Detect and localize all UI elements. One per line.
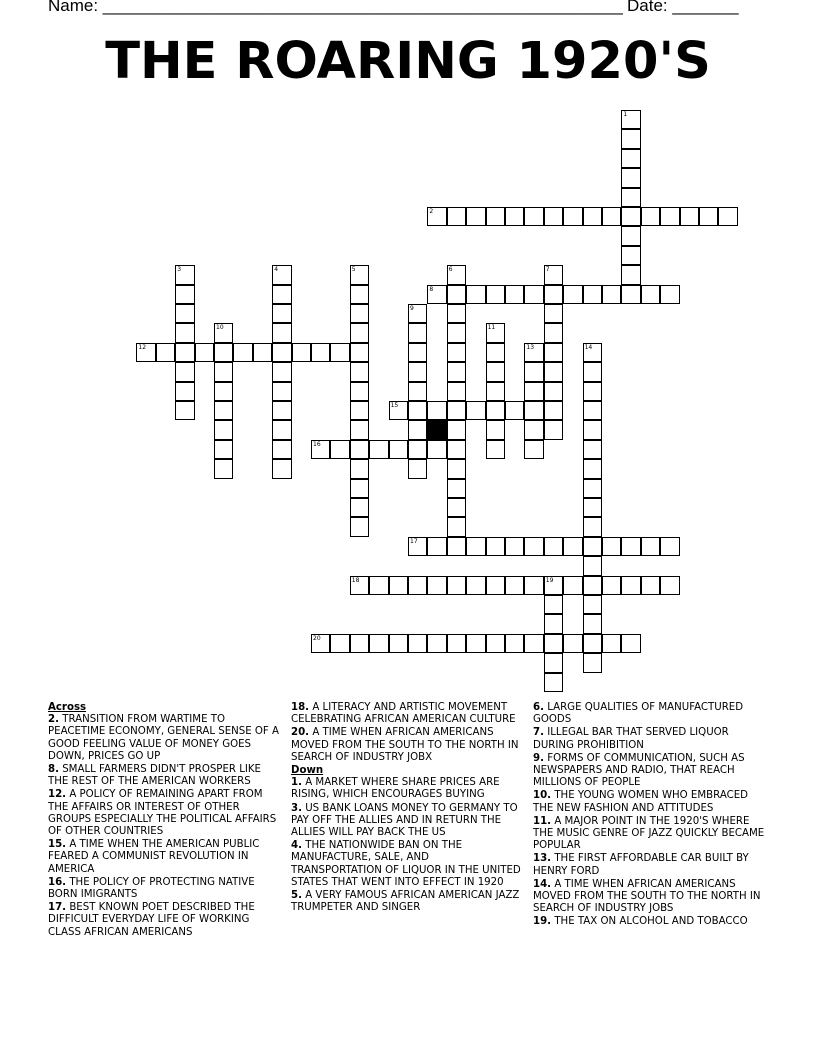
grid-cell[interactable]: [602, 576, 621, 595]
grid-cell[interactable]: [350, 265, 369, 284]
grid-cell[interactable]: [272, 420, 291, 439]
grid-cell[interactable]: [583, 614, 602, 633]
clue-down-7: 7. ILLEGAL BAR THAT SERVED LIQUOR DURING PROHIBITION: [533, 727, 729, 751]
grid-cell[interactable]: [272, 285, 291, 304]
clue-across-16: 16. THE POLICY OF PROTECTING NATIVE BORN IMIGRANTS: [48, 876, 255, 901]
clue-number: 16: [313, 440, 321, 448]
grid-cell[interactable]: [408, 323, 427, 342]
grid-cell[interactable]: [447, 479, 466, 498]
grid-cell[interactable]: [272, 362, 291, 381]
grid-cell[interactable]: [427, 401, 446, 420]
grid-cell[interactable]: [505, 285, 524, 304]
grid-cell[interactable]: [621, 110, 640, 129]
grid-cell[interactable]: [369, 440, 388, 459]
clue-down-5: 5. A VERY FAMOUS AFRICAN AMERICAN JAZZ TRUMPETER AND SINGER: [291, 890, 520, 914]
grid-cell[interactable]: [214, 343, 233, 362]
grid-cell[interactable]: [214, 382, 233, 401]
grid-cell[interactable]: [486, 401, 505, 420]
grid-cell[interactable]: [447, 401, 466, 420]
grid-cell[interactable]: [621, 285, 640, 304]
grid-cell[interactable]: [272, 440, 291, 459]
clue-across-17: 17. BEST KNOWN POET DESCRIBED THE DIFFICULT EVERYDAY LIFE OF WORKING CLASS AFRICAN AMERICANS: [48, 902, 255, 938]
grid-cell[interactable]: [524, 382, 543, 401]
grid-cell[interactable]: [389, 576, 408, 595]
clue-number: 4: [274, 266, 279, 274]
clue-number: 17: [410, 537, 418, 545]
grid-cell[interactable]: [350, 498, 369, 517]
date-field-label: Date: _______: [627, 0, 739, 15]
grid-cell[interactable]: [466, 537, 485, 556]
grid-cell[interactable]: [330, 634, 349, 653]
grid-cell[interactable]: [214, 459, 233, 478]
grid-cell[interactable]: [408, 304, 427, 323]
grid-cell[interactable]: [486, 285, 505, 304]
grid-cell[interactable]: [350, 323, 369, 342]
grid-cell[interactable]: [466, 285, 485, 304]
grid-cell[interactable]: [253, 343, 272, 362]
grid-cell[interactable]: [505, 576, 524, 595]
clues-column-3: [533, 702, 765, 930]
grid-cell[interactable]: [175, 343, 194, 362]
grid-cell[interactable]: [447, 498, 466, 517]
clue-number: 6: [448, 266, 453, 274]
grid-cell[interactable]: [447, 459, 466, 478]
grid-cell[interactable]: [350, 576, 369, 595]
grid-cell[interactable]: [621, 149, 640, 168]
grid-cell[interactable]: [466, 576, 485, 595]
grid-cell[interactable]: [602, 285, 621, 304]
grid-cell[interactable]: [641, 576, 660, 595]
grid-cell[interactable]: [389, 401, 408, 420]
clue-number: 1: [623, 111, 628, 118]
grid-cell[interactable]: [175, 285, 194, 304]
puzzle-title: THE ROARING 1920'S: [105, 32, 711, 91]
clue-number: 20: [313, 634, 321, 642]
grid-cell[interactable]: [583, 498, 602, 517]
grid-cell[interactable]: [583, 556, 602, 575]
grid-cell[interactable]: [272, 265, 291, 284]
grid-cell[interactable]: [311, 440, 330, 459]
grid-cell[interactable]: [505, 401, 524, 420]
grid-cell[interactable]: [408, 343, 427, 362]
grid-cell[interactable]: [563, 537, 582, 556]
clue-number: 18: [351, 576, 360, 584]
grid-cell[interactable]: [447, 440, 466, 459]
grid-cell[interactable]: [427, 634, 446, 653]
clues-column-2: [291, 702, 523, 915]
grid-cell[interactable]: [214, 323, 233, 342]
grid-cell[interactable]: [272, 304, 291, 323]
grid-cell[interactable]: [583, 634, 602, 653]
grid-cell[interactable]: [621, 246, 640, 265]
grid-cell[interactable]: [350, 420, 369, 439]
grid-cell[interactable]: [602, 537, 621, 556]
grid-cell[interactable]: [660, 207, 679, 226]
grid-cell[interactable]: [583, 420, 602, 439]
grid-cell[interactable]: [175, 401, 194, 420]
grid-cell[interactable]: [602, 634, 621, 653]
grid-cell[interactable]: [369, 576, 388, 595]
grid-cell[interactable]: [544, 265, 563, 284]
clue-down-11: 11. A MAJOR POINT IN THE 1920'S WHERE THE MUSIC GENRE OF JAZZ QUICKLY BECAME POPULAR: [533, 815, 765, 852]
grid-cell[interactable]: [544, 304, 563, 323]
grid-cell[interactable]: [524, 285, 543, 304]
grid-cell[interactable]: [544, 634, 563, 653]
grid-cell[interactable]: [544, 537, 563, 556]
grid-cell[interactable]: [408, 440, 427, 459]
across-heading: Across: [48, 702, 87, 713]
grid-cell[interactable]: [660, 285, 679, 304]
grid-cell[interactable]: [214, 362, 233, 381]
grid-cell[interactable]: [621, 207, 640, 226]
grid-cell[interactable]: [447, 537, 466, 556]
grid-cell[interactable]: [175, 265, 194, 284]
grid-cell[interactable]: [563, 207, 582, 226]
grid-cell[interactable]: [214, 440, 233, 459]
grid-cell[interactable]: [350, 401, 369, 420]
grid-cell[interactable]: [486, 343, 505, 362]
grid-cell[interactable]: [350, 440, 369, 459]
clue-number: 15: [390, 402, 399, 409]
grid-cell[interactable]: [486, 440, 505, 459]
grid-cell[interactable]: [563, 285, 582, 304]
grid-cell[interactable]: [311, 343, 330, 362]
grid-cell[interactable]: [350, 517, 369, 536]
grid-cell[interactable]: [621, 576, 640, 595]
grid-cell[interactable]: [175, 382, 194, 401]
grid-cell[interactable]: [621, 634, 640, 653]
grid-cell[interactable]: [621, 168, 640, 187]
grid-cell[interactable]: [330, 440, 349, 459]
grid-cell[interactable]: [408, 382, 427, 401]
grid-cell[interactable]: [156, 343, 175, 362]
grid-cell[interactable]: [486, 634, 505, 653]
grid-cell[interactable]: [214, 420, 233, 439]
grid-cell[interactable]: [311, 634, 330, 653]
grid-cell[interactable]: [389, 634, 408, 653]
grid-cell[interactable]: [447, 285, 466, 304]
grid-cell[interactable]: [583, 595, 602, 614]
clue-number: 2: [429, 208, 434, 215]
grid-cell[interactable]: [408, 537, 427, 556]
grid-cell[interactable]: [544, 595, 563, 614]
grid-cell[interactable]: [408, 401, 427, 420]
grid-cell[interactable]: [466, 207, 485, 226]
grid-cell[interactable]: [195, 343, 214, 362]
grid-cell[interactable]: [544, 382, 563, 401]
clue-down-9: 9. FORMS OF COMMUNICATION, SUCH AS NEWSPAPERS AND RADIO, THAT REACH MILLIONS OF PEOPLE: [533, 752, 745, 789]
grid-cell[interactable]: [350, 382, 369, 401]
grid-cell[interactable]: [583, 285, 602, 304]
clue-number: 5: [351, 266, 356, 274]
grid-cell[interactable]: [505, 537, 524, 556]
grid-cell[interactable]: [524, 537, 543, 556]
grid-cell[interactable]: [583, 479, 602, 498]
grid-cell[interactable]: [621, 537, 640, 556]
grid-cell[interactable]: [544, 207, 563, 226]
grid-cell[interactable]: [427, 440, 446, 459]
grid-cell[interactable]: [524, 343, 543, 362]
grid-cell[interactable]: [350, 285, 369, 304]
clue-number: 7: [545, 266, 550, 274]
grid-cell[interactable]: [447, 420, 466, 439]
grid-cell[interactable]: [524, 207, 543, 226]
grid-cell[interactable]: [369, 634, 388, 653]
grid-cell[interactable]: [583, 653, 602, 672]
grid-cell[interactable]: [544, 362, 563, 381]
grid-cell[interactable]: [447, 517, 466, 536]
grid-cell[interactable]: [563, 576, 582, 595]
grid-cell[interactable]: [544, 323, 563, 342]
grid-cell[interactable]: [447, 207, 466, 226]
grid-cell[interactable]: [292, 343, 311, 362]
grid-cell[interactable]: [447, 265, 466, 284]
grid-cell[interactable]: [524, 420, 543, 439]
grid-cell[interactable]: [621, 129, 640, 148]
grid-cell[interactable]: [447, 382, 466, 401]
grid-cell[interactable]: [524, 362, 543, 381]
grid-cell[interactable]: [447, 634, 466, 653]
grid-cell[interactable]: [486, 576, 505, 595]
grid-cell[interactable]: [699, 207, 718, 226]
grid-cell[interactable]: [447, 323, 466, 342]
grid-cell[interactable]: [408, 459, 427, 478]
grid-cell[interactable]: [680, 207, 699, 226]
grid-cell[interactable]: [175, 323, 194, 342]
grid-cell[interactable]: [641, 285, 660, 304]
grid-cell[interactable]: [486, 537, 505, 556]
clue-number: 8: [429, 285, 434, 293]
clue-down-3: 3. US BANK LOANS MONEY TO GERMANY TO PAY OFF THE ALLIES AND IN RETURN THE ALLIES WILL PAY BACK THE US: [291, 802, 518, 839]
grid-cell[interactable]: [466, 634, 485, 653]
grid-cell[interactable]: [718, 207, 737, 226]
grid-cell[interactable]: [447, 343, 466, 362]
clue-number: 19: [545, 576, 554, 584]
grid-cell[interactable]: [136, 343, 155, 362]
grid-cell[interactable]: [583, 440, 602, 459]
clue-down-13: 13. THE FIRST AFFORDABLE CAR BUILT BY HENRY FORD: [533, 853, 749, 877]
grid-cell[interactable]: [583, 382, 602, 401]
grid-cell[interactable]: [641, 537, 660, 556]
clue-across-15: 15. A TIME WHEN THE AMERICAN PUBLIC FEARED A COMMUNIST REVOLUTION IN AMERICA: [48, 839, 260, 875]
grid-cell[interactable]: [583, 459, 602, 478]
grid-cell[interactable]: [583, 362, 602, 381]
blocked-cell: [427, 420, 446, 439]
grid-cell[interactable]: [583, 576, 602, 595]
clue-number: 9: [410, 305, 414, 312]
grid-cell[interactable]: [486, 362, 505, 381]
grid-cell[interactable]: [350, 362, 369, 381]
grid-cell[interactable]: [641, 207, 660, 226]
name-field-label: Name: _______________________________________________________: [48, 0, 623, 15]
grid-cell[interactable]: [389, 440, 408, 459]
grid-cell[interactable]: [350, 304, 369, 323]
grid-cell[interactable]: [621, 188, 640, 207]
clue-down-14: 14. A TIME WHEN AFRICAN AMERICANS MOVED FROM THE SOUTH TO THE NORTH IN SEARCH OF INDUSTRY JOBS: [533, 878, 761, 915]
grid-cell[interactable]: [175, 362, 194, 381]
grid-cell[interactable]: [524, 401, 543, 420]
grid-cell[interactable]: [408, 576, 427, 595]
grid-cell[interactable]: [544, 576, 563, 595]
clue-number: 14: [584, 343, 593, 351]
clue-across-20: 20. A TIME WHEN AFRICAN AMERICANS MOVED FROM THE SOUTH TO THE NORTH IN SEARCH OF INDUSTRY JOBX: [291, 727, 519, 763]
grid-cell[interactable]: [272, 323, 291, 342]
grid-cell[interactable]: [330, 343, 349, 362]
grid-cell[interactable]: [544, 673, 563, 692]
grid-cell[interactable]: [408, 420, 427, 439]
grid-cell[interactable]: [350, 479, 369, 498]
grid-cell[interactable]: [427, 537, 446, 556]
grid-cell[interactable]: [272, 459, 291, 478]
clue-down-1: 1. A MARKET WHERE SHARE PRICES ARE RISING, WHICH ENCOURAGES BUYING: [291, 777, 500, 801]
grid-cell[interactable]: [505, 634, 524, 653]
grid-cell[interactable]: [544, 343, 563, 362]
grid-cell[interactable]: [544, 614, 563, 633]
clue-across-8: 8. SMALL FARMERS DIDN'T PROSPER LIKE THE REST OF THE AMERICAN WORKERS: [48, 764, 261, 788]
clue-down-4: 4. THE NATIONWIDE BAN ON THE MANUFACTURE, SALE, AND TRANSPORTATION OF LIQUOR IN THE UNITED STATES THAT WENT INTO EFFECT IN 1920: [291, 840, 521, 888]
grid-cell[interactable]: [583, 343, 602, 362]
grid-cell[interactable]: [544, 420, 563, 439]
grid-cell[interactable]: [427, 576, 446, 595]
clue-down-19: 19. THE TAX ON ALCOHOL AND TOBACCO: [533, 916, 748, 928]
grid-cell[interactable]: [272, 382, 291, 401]
grid-cell[interactable]: [447, 576, 466, 595]
grid-cell[interactable]: [466, 401, 485, 420]
grid-cell[interactable]: [524, 634, 543, 653]
grid-cell[interactable]: [660, 537, 679, 556]
grid-cell[interactable]: [408, 634, 427, 653]
grid-cell[interactable]: [350, 634, 369, 653]
grid-cell[interactable]: [544, 285, 563, 304]
grid-cell[interactable]: [447, 362, 466, 381]
grid-cell[interactable]: [602, 207, 621, 226]
grid-cell[interactable]: [583, 401, 602, 420]
grid-cell[interactable]: [621, 226, 640, 245]
grid-cell[interactable]: [427, 207, 446, 226]
clue-across-2: 2. TRANSITION FROM WARTIME TO PEACETIME ECONOMY, GENERAL SENSE OF A GOOD FEELING VALUE OF MONEY GOES DOWN, PRICES GO UP: [48, 714, 279, 762]
grid-cell[interactable]: [505, 207, 524, 226]
grid-cell[interactable]: [486, 382, 505, 401]
clues-column-1: [48, 702, 280, 940]
grid-cell[interactable]: [583, 517, 602, 536]
grid-cell[interactable]: [544, 653, 563, 672]
grid-cell[interactable]: [660, 576, 679, 595]
grid-cell[interactable]: [272, 401, 291, 420]
clue-number: 13: [526, 343, 535, 351]
grid-cell[interactable]: [447, 304, 466, 323]
grid-cell[interactable]: [583, 537, 602, 556]
grid-cell[interactable]: [524, 576, 543, 595]
grid-cell[interactable]: [214, 401, 233, 420]
grid-cell[interactable]: [486, 420, 505, 439]
grid-cell[interactable]: [544, 401, 563, 420]
grid-cell[interactable]: [408, 362, 427, 381]
clue-number: 3: [177, 266, 182, 274]
grid-cell[interactable]: [350, 459, 369, 478]
grid-cell[interactable]: [427, 285, 446, 304]
grid-cell[interactable]: [563, 634, 582, 653]
clue-down-10: 10. THE YOUNG WOMEN WHO EMBRACED THE NEW FASHION AND ATTITUDES: [533, 790, 748, 814]
clue-number: 12: [138, 343, 147, 351]
down-heading: Down: [291, 765, 324, 777]
clue-down-6: 6. LARGE QUALITIES OF MANUFACTURED GOODS: [533, 702, 744, 726]
grid-cell[interactable]: [272, 343, 291, 362]
grid-cell[interactable]: [583, 207, 602, 226]
clue-number: 10: [216, 324, 224, 332]
grid-cell[interactable]: [621, 265, 640, 284]
grid-cell[interactable]: [486, 323, 505, 342]
grid-cell[interactable]: [233, 343, 252, 362]
grid-cell[interactable]: [350, 343, 369, 362]
grid-cell[interactable]: [486, 207, 505, 226]
grid-cell[interactable]: [175, 304, 194, 323]
grid-cell[interactable]: [524, 440, 543, 459]
clue-across-12: 12. A POLICY OF REMAINING APART FROM THE AFFAIRS OR INTEREST OF OTHER GROUPS ESPECIALLY THE POLITICAL AFFAIRS OF OTHER COUNTRIES: [48, 789, 277, 838]
clue-number: 11: [487, 324, 496, 332]
clue-across-18: 18. A LITERACY AND ARTISTIC MOVEMENT CELEBRATING AFRICAN AMERICAN CULTURE: [291, 702, 516, 726]
